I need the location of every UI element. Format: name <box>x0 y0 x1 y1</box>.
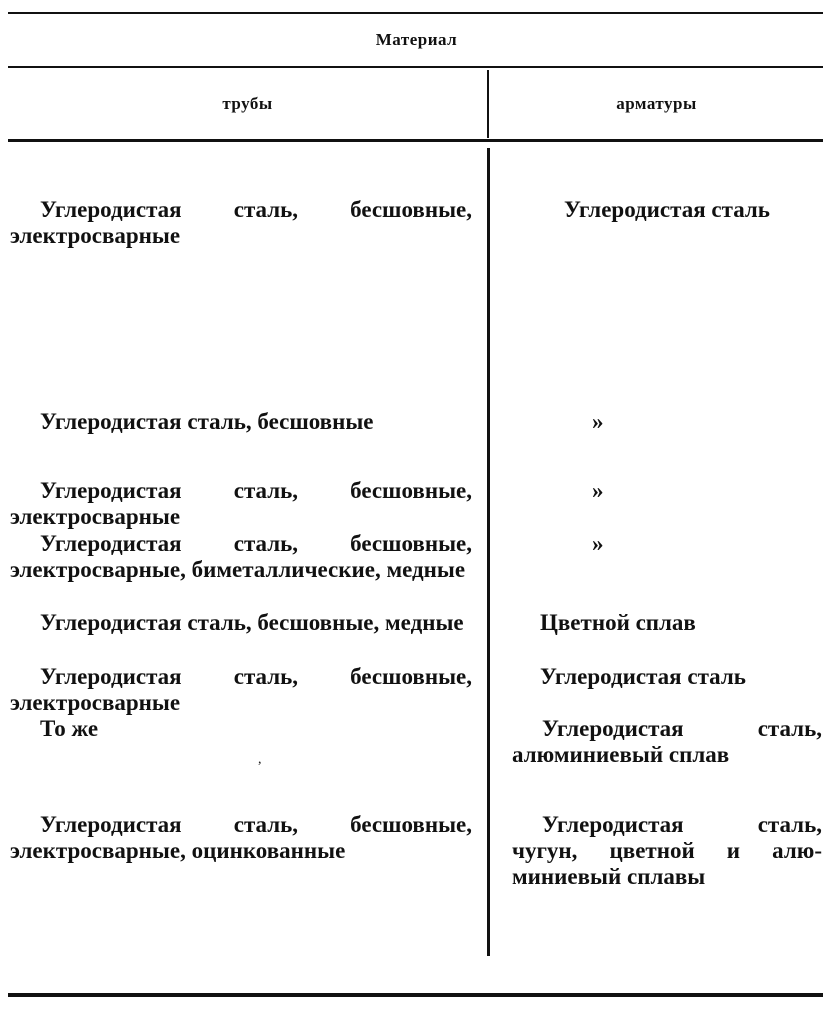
row-2-pipes: Углеродистая сталь, бесшовные <box>40 409 374 434</box>
header-fittings: арматуры <box>616 94 697 113</box>
stray-mark: , <box>258 752 262 767</box>
header-pipes: трубы <box>222 94 273 113</box>
header-rule <box>8 66 823 68</box>
row-7-fittings: Углеродистая сталь, алюминиевый сплав <box>512 716 822 767</box>
row-5-pipes: Углеродистая сталь, бесшовные, медные <box>40 610 464 635</box>
body-column-divider <box>487 148 490 956</box>
row-3-pipes: Углеродистая сталь, бесшовные, электросварные <box>10 478 472 529</box>
row-4-pipes: Углеродистая сталь, бесшовные, электросварные, биметаллические, медные <box>10 531 472 582</box>
bottom-rule <box>8 993 823 997</box>
row-5-fittings: Цветной сплав <box>540 610 696 635</box>
row-6-pipes: Углеродистая сталь, бесшовные, электросварные <box>10 664 472 715</box>
top-rule <box>8 12 823 14</box>
row-8-pipes: Углеродистая сталь, бесшовные, электросварные, оцинкованные <box>10 812 472 863</box>
header-column-divider <box>487 70 489 138</box>
row-3-fittings: » <box>592 478 604 503</box>
row-2-fittings: » <box>592 409 604 434</box>
row-8-fittings: Углеродистая сталь, чугун, цветной и алю-миниевый сплавы <box>512 812 822 889</box>
row-6-fittings: Углеродистая сталь <box>540 664 746 689</box>
header-material: Материал <box>375 30 458 49</box>
row-7-pipes: То же <box>40 716 99 741</box>
row-4-fittings: » <box>592 531 604 556</box>
row-1-fittings: Углеродистая сталь <box>564 197 770 222</box>
row-1-pipes: Углеродистая сталь, бесшовные, электросварные <box>10 197 472 248</box>
subheader-rule <box>8 139 823 142</box>
